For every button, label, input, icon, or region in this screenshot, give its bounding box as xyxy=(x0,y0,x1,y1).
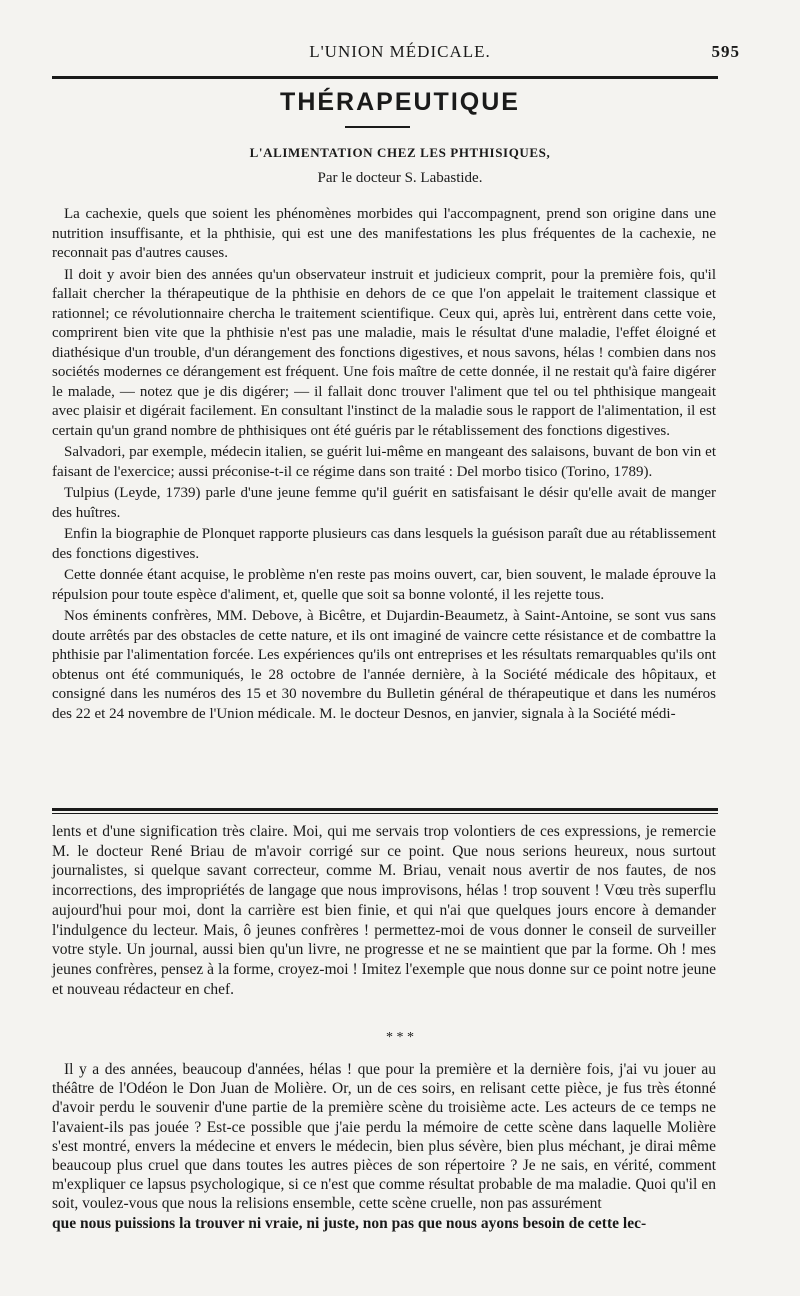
feuilleton-paragraph: Il y a des années, beaucoup d'années, hélas ! que pour la première et la dernière fois, j'ai vu jouer au théâtre de l'Odéon le Don Juan de Molière. Or, un de ces soirs, en relisant cette pièce, je fus très étonné d'avoir perdu le souvenir d'une partie de la première scène du troisième acte. Les acteurs de ce temps ne l'avaient-ils pas jouée ? Est-ce possible que j'aie perdu la mémoire de cette scène dans laquelle Molière s'est montré, envers la médecine et envers le médecin, bien plus sévère, bien plus méchant, je dirai même beaucoup plus cruel que dans toutes les autres pièces de son répertoire ? Je ne sais, en vérité, comment m'expliquer ce lapsus psychologique, si ce n'est que comme résultat probable de ma maladie. Quoi qu'il en soit, voulez-vous que nous la relisions ensemble, cette scène cruelle, non pas assurément xyxy=(52,1061,716,1213)
article-body xyxy=(52,205,716,726)
page-number: 595 xyxy=(711,42,740,61)
article-byline: Par le docteur S. Labastide. xyxy=(317,170,483,186)
feuilleton-section-2 xyxy=(52,1060,716,1233)
paragraph: Enfin la biographie de Plonquet rapporte plusieurs cas dans lesquels la guésison paraît due au rétablissement des fonctions digestives. xyxy=(52,526,716,562)
journal-title: L'UNION MÉDICALE. xyxy=(309,42,491,61)
paragraph: Tulpius (Leyde, 1739) parle d'une jeune femme qu'il guérit en satisfaisant le désir qu'elle avait de manger des huîtres. xyxy=(52,485,716,521)
section-title: THÉRAPEUTIQUE xyxy=(280,88,520,116)
paragraph: Il doit y avoir bien des années qu'un observateur instruit et judicieux comprit, pour la première fois, qu'il fallait chercher la thérapeutique de la phthisie en dehors de ce que l'on appelait le traitement classique et rationnel; ce révolutionnaire chercha le traitement scientifique. Ceux qui, après lui, entrèrent dans cette voie, comprirent bien vite que la phthisie n'est pas une maladie, mais le résultat d'une maladie, l'effet éloigné et diathésique d'un trouble, d'un dérangement des fonctions digestives, et nous savons, hélas ! combien dans nos sociétés modernes ce dérangement est fréquent. Une fois maître de cette donnée, il ne restait qu'à faire digérer le malade, — notez que je dis digérer; — il fallait donc trouver l'aliment que tel ou tel phthisique mangeait avec plaisir et digérait facilement. En consultant l'instinct de la maladie sous le rapport de l'alimentation, il est certain qu'un grand nombre de phthisiques ont été guéris par le rétablissement des fonctions digestives. xyxy=(52,266,716,439)
paragraph: Cette donnée étant acquise, le problème n'en reste pas moins ouvert, car, bien souvent, le malade éprouve la répulsion pour toute espèce d'aliment, et, quelle que soit sa bonne volonté, il les rejette tous. xyxy=(52,567,716,603)
feuilleton-divider-thin xyxy=(52,813,718,814)
running-head xyxy=(60,40,740,70)
article-title: L'ALIMENTATION CHEZ LES PHTHISIQUES, xyxy=(249,145,551,160)
paragraph: La cachexie, quels que soient les phénomènes morbides qui l'accompagnent, prend son origine dans une nutrition insuffisante, et la phthisie, qui est une des manifestations les plus fréquentes de la cachexie, ne reconnait pas d'autres causes. xyxy=(52,206,716,261)
section-underline xyxy=(345,126,410,128)
feuilleton-paragraph: lents et d'une signification très claire. Moi, qui me servais trop volontiers de ces expressions, je remercie M. le docteur René Briau de m'avoir corrigé sur ce point. Que nous serions heureux, nous surtout journalistes, si quelque savant correcteur, comme M. Briau, venait nous avertir de nos fautes, de nos incorrections, des impropriétés de langage que nous improvisons, hélas ! trop souvent ! Vœu très superflu aujourd'hui pour moi, dont la carrière est bien finie, et qui n'ai que quelques jours encore à demander l'indulgence du lecteur. Mais, ô jeunes confrères ! permettez-moi de vous donner le conseil de surveiller votre style. Un journal, aussi bien qu'un livre, ne progresse et ne se maintient que par la forme. Oh ! mes jeunes confrères, pensez à la forme, croyez-moi ! Imitez l'exemple que nous donne sur ce point notre jeune et nouveau rédacteur en chef. xyxy=(52,823,716,998)
feuilleton-section-1 xyxy=(52,822,716,999)
paragraph: Salvadori, par exemple, médecin italien, se guérit lui-même en mangeant des salaisons, buvant de bon vin et faisant de l'exercice; aussi préconise-t-il ce régime dans son traité : Del morbo tisico (Torino, 1789). xyxy=(52,444,716,480)
feuilleton-divider xyxy=(52,808,718,811)
paragraph: Nos éminents confrères, MM. Debove, à Bicêtre, et Dujardin-Beaumetz, à Saint-Antoine, se sont vus sans doute arrêtés par des obstacles de cette nature, et ils ont imaginé de vaincre cette résistance et de combattre la phthisie par l'alimentation forcée. Les expériences qu'ils ont entreprises et les résultats remarquables qu'ils ont obtenus ont été communiqués, le 28 octobre de l'année dernière, à la Société médicale des hôpitaux, et consigné dans les numéros des 15 et 30 novembre du Bulletin général de thérapeutique et dans les numéros des 22 et 24 novembre de l'Union médicale. M. le docteur Desnos, en janvier, signala à la Société médi- xyxy=(52,608,716,722)
header-rule xyxy=(52,76,718,79)
feuilleton-last-line: que nous puissions la trouver ni vraie, ni juste, non pas que nous ayons besoin de cette lec- xyxy=(52,1214,647,1232)
asterism: * * * xyxy=(386,1030,414,1045)
